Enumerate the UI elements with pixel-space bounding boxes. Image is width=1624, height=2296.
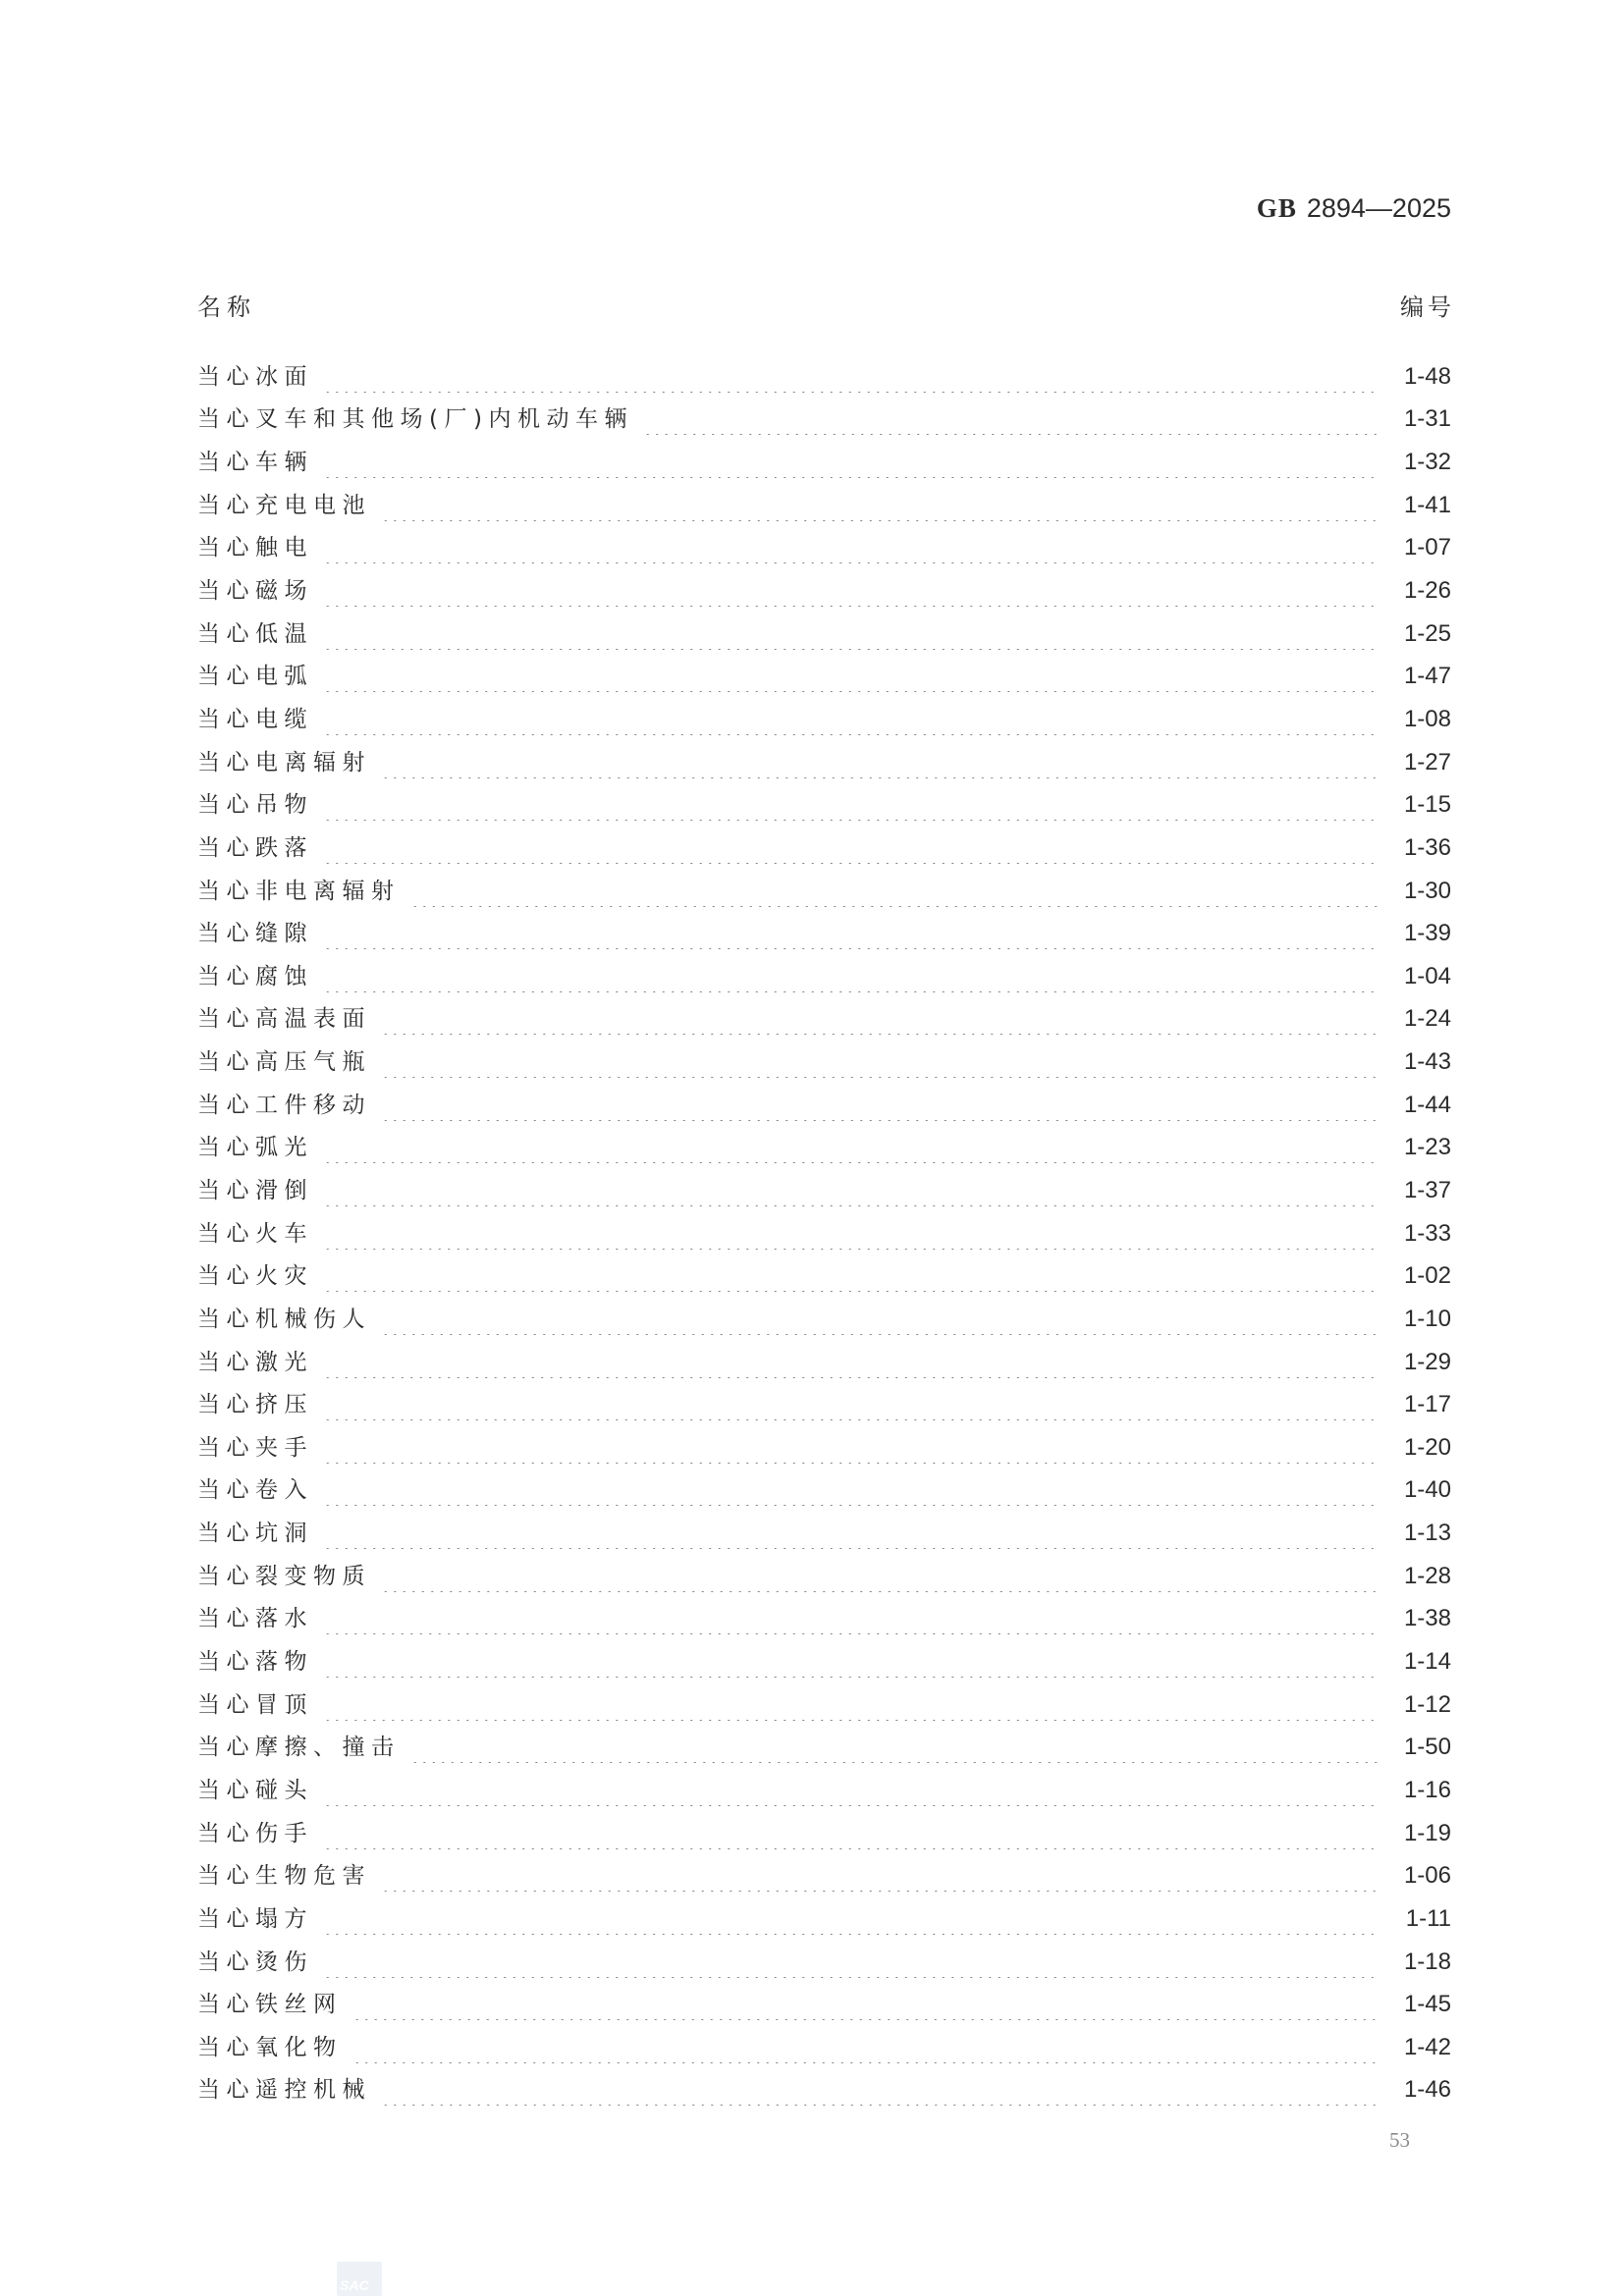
sac-watermark-logo: [337, 2262, 382, 2296]
dot-leader: [643, 403, 1380, 435]
entry-code: 1-32: [1403, 449, 1451, 476]
entry-code: 1-29: [1403, 1348, 1451, 1375]
dot-leader: [323, 789, 1380, 821]
entry-name: 当心生物危害: [197, 1863, 371, 1890]
dot-leader: [352, 2032, 1381, 2063]
standard-number: 2894—2025: [1306, 193, 1451, 223]
entry-code: 1-20: [1403, 1433, 1451, 1461]
dot-leader: [381, 1304, 1380, 1335]
index-entry: [197, 1598, 1451, 1641]
entry-name: 当心高压气瓶: [197, 1049, 371, 1076]
dot-leader: [410, 1732, 1381, 1763]
entry-name: 当心充电电池: [197, 492, 371, 518]
dot-leader: [323, 1218, 1380, 1250]
dot-leader: [381, 490, 1380, 521]
index-entry: [197, 955, 1451, 998]
column-header-code: 编号: [1400, 294, 1455, 321]
index-entry: [197, 1255, 1451, 1298]
dot-leader: [323, 1347, 1380, 1378]
entry-name: 当心落水: [197, 1606, 313, 1632]
index-entry: [197, 1812, 1451, 1855]
entry-code: 1-33: [1403, 1219, 1451, 1247]
entry-code: 1-10: [1403, 1305, 1451, 1332]
entry-code: 1-16: [1403, 1776, 1451, 1803]
dot-leader: [323, 832, 1380, 864]
dot-leader: [381, 1561, 1380, 1592]
entry-name: 当心高温表面: [197, 1006, 371, 1033]
entry-code: 1-06: [1403, 1862, 1451, 1890]
standard-header: [1257, 192, 1451, 225]
entry-code: 1-30: [1403, 877, 1451, 904]
entry-name: 当心挤压: [197, 1392, 313, 1418]
entry-code: 1-42: [1403, 2033, 1451, 2060]
entry-name: 当心跌落: [197, 834, 313, 861]
entry-name: 当心烫伤: [197, 1949, 313, 1975]
dot-leader: [323, 661, 1380, 692]
entry-code: 1-15: [1403, 791, 1451, 819]
index-entry: [197, 1212, 1451, 1255]
entry-name: 当心磁场: [197, 578, 313, 605]
dot-leader: [323, 361, 1380, 393]
entry-code: 1-44: [1403, 1091, 1451, 1118]
entry-name: 当心电弧: [197, 664, 313, 690]
index-entry: [197, 399, 1451, 442]
index-entry: [197, 655, 1451, 698]
dot-leader: [381, 1860, 1380, 1892]
entry-name: 当心冰面: [197, 363, 313, 390]
entry-code: 1-36: [1403, 833, 1451, 861]
entry-code: 1-38: [1403, 1605, 1451, 1632]
entry-name: 当心吊物: [197, 792, 313, 819]
dot-leader: [352, 1989, 1381, 2020]
index-entry: [197, 1727, 1451, 1770]
column-headers: [197, 291, 1455, 324]
index-entry: [197, 1298, 1451, 1341]
index-entry: [197, 1426, 1451, 1469]
dot-leader: [323, 1903, 1380, 1935]
dot-leader: [323, 1818, 1380, 1849]
watermark-text: SAC: [340, 2277, 369, 2293]
index-entry: [197, 1555, 1451, 1598]
dot-leader: [323, 1947, 1380, 1978]
dot-leader: [323, 1646, 1380, 1678]
entry-code: 1-41: [1403, 491, 1451, 518]
entry-name: 当心卷入: [197, 1477, 313, 1504]
column-header-name: 名称: [197, 294, 256, 321]
entry-name: 当心触电: [197, 535, 313, 561]
dot-leader: [323, 1518, 1380, 1549]
entry-name: 当心夹手: [197, 1434, 313, 1461]
entry-name: 当心工件移动: [197, 1092, 371, 1118]
entry-name: 当心塌方: [197, 1905, 313, 1932]
entry-code: 1-47: [1403, 663, 1451, 690]
index-entry: [197, 2069, 1451, 2112]
index-entry: [197, 1341, 1451, 1384]
entry-code: 1-45: [1403, 1991, 1451, 2018]
entry-name: 当心车辆: [197, 450, 313, 476]
entry-name: 当心叉车和其他场(厂)内机动车辆: [197, 406, 633, 433]
entry-code: 1-13: [1403, 1520, 1451, 1547]
dot-leader: [323, 575, 1380, 607]
entry-code: 1-19: [1403, 1819, 1451, 1846]
index-entry: [197, 741, 1451, 784]
entry-code: 1-37: [1403, 1176, 1451, 1203]
index-entry: [197, 1512, 1451, 1555]
index-entry: [197, 1084, 1451, 1127]
dot-leader: [323, 618, 1380, 650]
entry-name: 当心缝隙: [197, 921, 313, 947]
index-entry: [197, 441, 1451, 484]
dot-leader: [323, 1132, 1380, 1163]
entry-code: 1-50: [1403, 1734, 1451, 1761]
entry-code: 1-18: [1403, 1948, 1451, 1975]
entry-code: 1-08: [1403, 705, 1451, 732]
index-entry: [197, 998, 1451, 1041]
entry-code: 1-12: [1403, 1690, 1451, 1718]
entry-code: 1-23: [1403, 1134, 1451, 1161]
entry-code: 1-07: [1403, 534, 1451, 561]
dot-leader: [381, 747, 1380, 778]
index-entry: [197, 569, 1451, 613]
entry-name: 当心火车: [197, 1220, 313, 1247]
entry-code: 1-17: [1403, 1391, 1451, 1418]
entry-name: 当心电离辐射: [197, 749, 371, 775]
index-entry: [197, 1469, 1451, 1513]
entry-code: 1-04: [1403, 962, 1451, 989]
index-entry: [197, 1941, 1451, 1984]
index-entry: [197, 2026, 1451, 2069]
dot-leader: [323, 961, 1380, 992]
index-entry: [197, 1983, 1451, 2026]
entry-name: 当心弧光: [197, 1135, 313, 1161]
entry-name: 当心遥控机械: [197, 2077, 371, 2104]
entry-code: 1-11: [1405, 1904, 1451, 1932]
dot-leader: [323, 532, 1380, 563]
entry-code: 1-46: [1403, 2076, 1451, 2104]
entry-code: 1-31: [1403, 405, 1451, 433]
entry-name: 当心滑倒: [197, 1177, 313, 1203]
index-entry: [197, 870, 1451, 913]
entry-name: 当心坑洞: [197, 1521, 313, 1547]
index-entry: [197, 1383, 1451, 1426]
entry-code: 1-39: [1403, 920, 1451, 947]
index-entry: [197, 1127, 1451, 1170]
index-list: [197, 355, 1451, 2111]
entry-name: 当心摩擦、撞击: [197, 1735, 401, 1761]
index-entry: [197, 527, 1451, 570]
entry-code: 1-48: [1403, 362, 1451, 390]
entry-name: 当心电缆: [197, 706, 313, 732]
standard-prefix: GB: [1256, 193, 1297, 223]
dot-leader: [323, 704, 1380, 735]
dot-leader: [410, 876, 1381, 907]
entry-name: 当心裂变物质: [197, 1563, 371, 1589]
dot-leader: [323, 1389, 1380, 1420]
index-entry: [197, 613, 1451, 656]
index-entry: [197, 484, 1451, 527]
index-entry: [197, 1897, 1451, 1941]
entry-code: 1-25: [1403, 619, 1451, 647]
dot-leader: [381, 1046, 1380, 1078]
dot-leader: [323, 1603, 1380, 1634]
entry-name: 当心铁丝网: [197, 1992, 343, 2018]
entry-name: 当心落物: [197, 1649, 313, 1676]
dot-leader: [381, 1090, 1380, 1121]
entry-name: 当心非电离辐射: [197, 878, 401, 904]
page-number: 53: [1389, 2128, 1410, 2152]
entry-name: 当心机械伤人: [197, 1306, 371, 1332]
index-entry: [197, 1854, 1451, 1897]
entry-name: 当心腐蚀: [197, 963, 313, 989]
dot-leader: [323, 1775, 1380, 1806]
entry-name: 当心氧化物: [197, 2034, 343, 2060]
entry-name: 当心低温: [197, 620, 313, 647]
entry-code: 1-26: [1403, 577, 1451, 605]
dot-leader: [323, 918, 1380, 949]
entry-code: 1-28: [1403, 1562, 1451, 1589]
index-entry: [197, 1683, 1451, 1727]
dot-leader: [323, 1432, 1380, 1464]
entry-code: 1-43: [1403, 1048, 1451, 1076]
index-entry: [197, 698, 1451, 741]
entry-code: 1-24: [1403, 1005, 1451, 1033]
entry-name: 当心碰头: [197, 1777, 313, 1803]
dot-leader: [323, 1260, 1380, 1292]
index-entry: [197, 827, 1451, 870]
entry-name: 当心火灾: [197, 1263, 313, 1290]
entry-name: 当心冒顶: [197, 1691, 313, 1718]
index-entry: [197, 1169, 1451, 1212]
index-entry: [197, 1769, 1451, 1812]
index-entry: [197, 355, 1451, 399]
entry-code: 1-14: [1403, 1648, 1451, 1676]
dot-leader: [323, 1474, 1380, 1506]
dot-leader: [323, 1175, 1380, 1206]
entry-name: 当心伤手: [197, 1820, 313, 1846]
dot-leader: [381, 2074, 1380, 2106]
dot-leader: [323, 447, 1380, 478]
dot-leader: [381, 1003, 1380, 1035]
index-entry: [197, 1640, 1451, 1683]
index-entry: [197, 783, 1451, 827]
index-entry: [197, 1041, 1451, 1084]
entry-name: 当心激光: [197, 1349, 313, 1375]
entry-code: 1-02: [1403, 1262, 1451, 1290]
entry-code: 1-40: [1403, 1476, 1451, 1504]
dot-leader: [323, 1689, 1380, 1721]
entry-code: 1-27: [1403, 748, 1451, 775]
index-entry: [197, 912, 1451, 955]
